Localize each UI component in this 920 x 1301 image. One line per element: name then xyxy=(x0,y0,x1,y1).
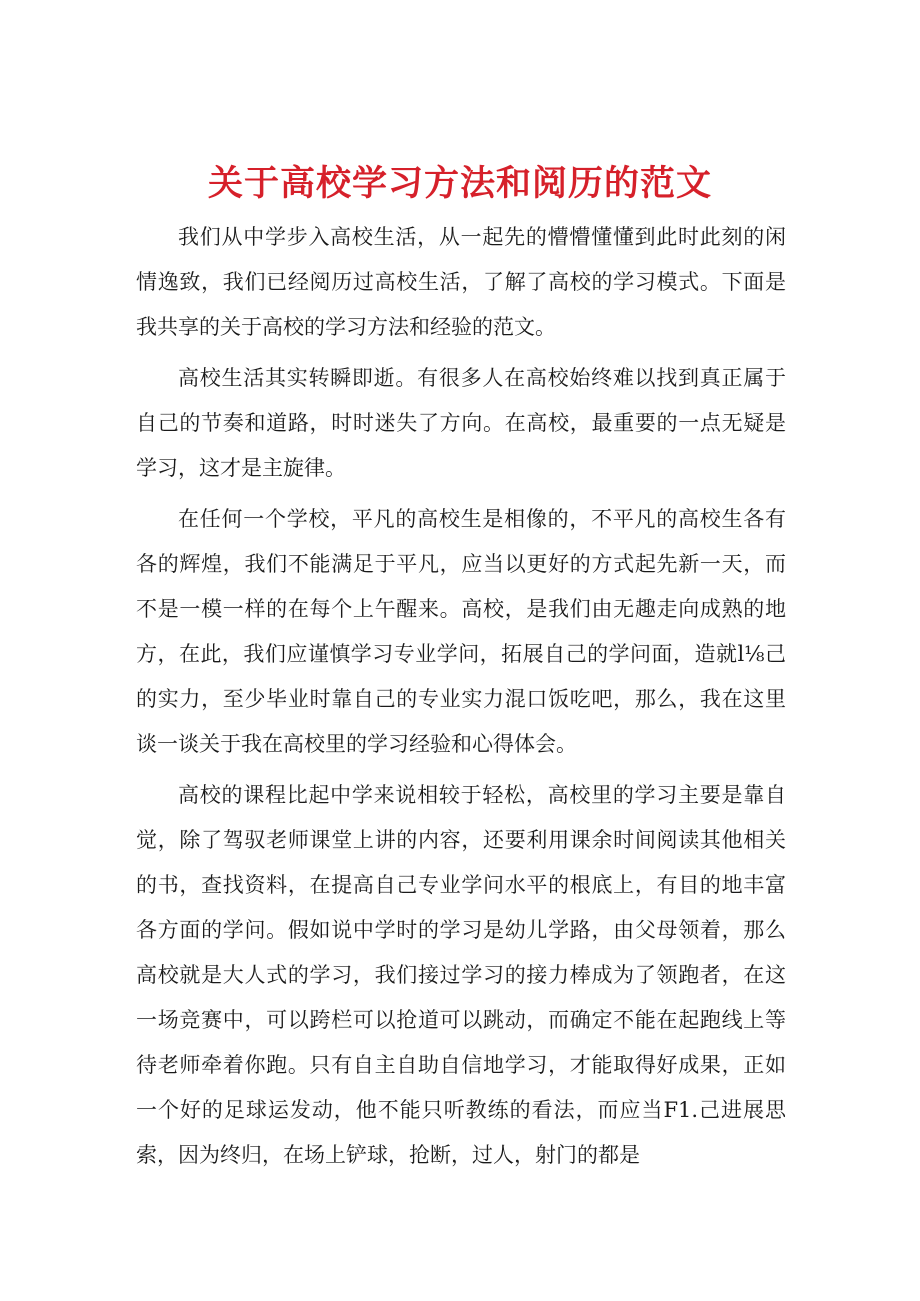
paragraph-4: 高校的课程比起中学来说相较于轻松，高校里的学习主要是靠自觉，除了驾驭老师课堂上讲的内容，还要利用课余时间阅读其他相关的书，查找资料，在提高自己专业学问水平的根底上，有目的地丰富各方面的学问。假如说中学时的学习是幼儿学路，由父母领着，那么高校就是大人式的学习，我们接过学习的接力棒成为了领跑者，在这一场竞赛中，可以跨栏可以抢道可以跳动，而确定不能在起跑线上等待老师牵着你跑。只有自主自助自信地学习，才能取得好成果，正如一个好的足球运发动，他不能只听教练的看法，而应当F1.己进展思索，因为终归，在场上铲球，抢断，过人，射门的都是 xyxy=(136,783,786,1167)
document-body xyxy=(136,215,786,1184)
paragraph-1: 我们从中学步入高校生活，从一起先的懵懵懂懂到此时此刻的闲情逸致，我们已经阅历过高校生活，了解了高校的学习模式。下面是我共享的关于高校的学习方法和经验的范文。 xyxy=(136,225,786,339)
paragraph-2: 高校生活其实转瞬即逝。有很多人在高校始终难以找到真正属于自己的节奏和道路，时时迷失了方向。在高校，最重要的一点无疑是学习，这才是主旋律。 xyxy=(136,366,786,480)
paragraph-3: 在任何一个学校，平凡的高校生是相像的，不平凡的高校生各有各的辉煌，我们不能满足于平凡，应当以更好的方式起先新一天，而不是一模一样的在每个上午醒来。高校，是我们由无趣走向成熟的地方，在此，我们应谨慎学习专业学问，拓展自己的学问面，造就l⅛己的实力，至少毕业时靠自己的专业实力混口饭吃吧，那么，我在这里谈一谈关于我在高校里的学习经验和心得体会。 xyxy=(136,507,786,756)
document-title: 关于高校学习方法和阅历的范文 xyxy=(207,163,712,205)
